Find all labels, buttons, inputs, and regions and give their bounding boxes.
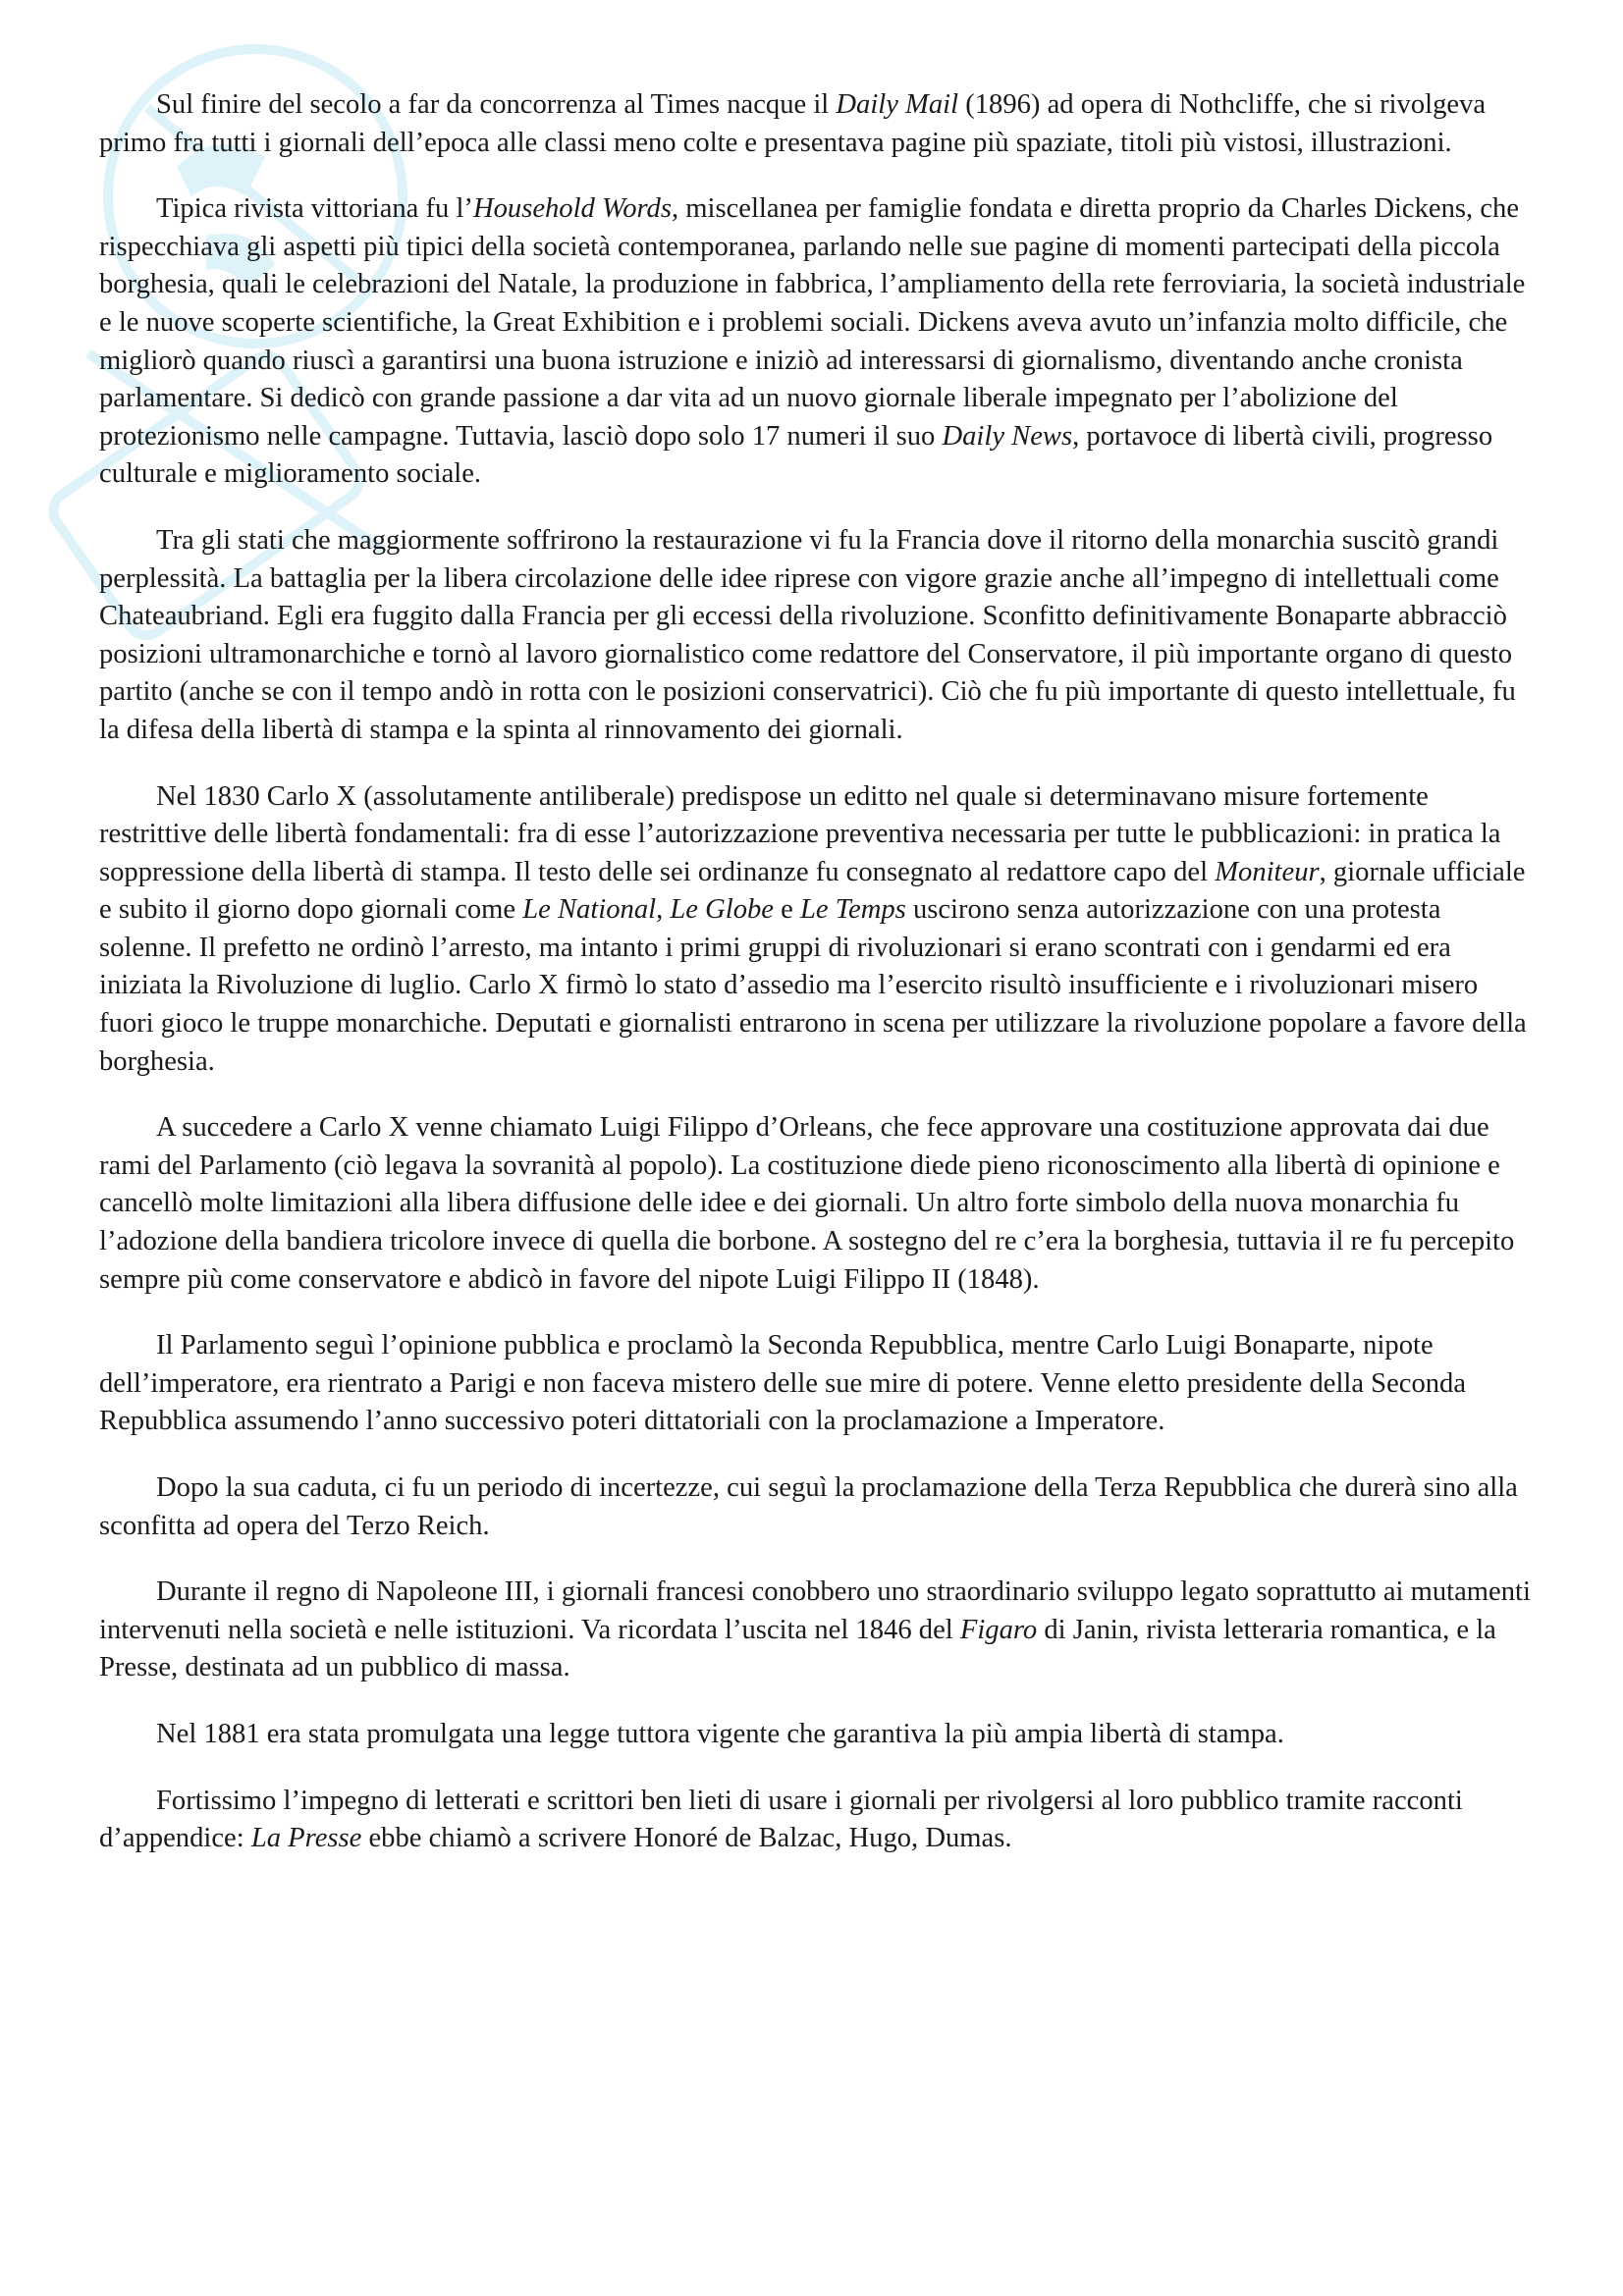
text-run: Fortissimo l’impegno di letterati e scrittori ben lieti di usare i giornali per rivolgersi al loro pubblico tramite racconti d’appendice: [99, 1785, 1463, 1854]
paragraph [99, 522, 1533, 750]
paragraph [99, 1574, 1533, 1687]
italic-title: Le National [522, 894, 657, 926]
text-run: Durante il regno di Napoleone III, i giornali francesi conobbero uno straordinario sviluppo legato soprattutto ai mutamenti intervenuti nella società e nelle istituzioni. Va ricordata l’uscita nel 1846 del [99, 1576, 1531, 1645]
italic-title: Le Globe [670, 894, 774, 926]
italic-title: Daily Mail [836, 89, 959, 120]
text-run: uscirono senza autorizzazione con una protesta solenne. Il prefetto ne ordinò l’arresto, ma intanto i primi gruppi di rivoluzionari si erano scontrati con i gendarmi ed era iniziata la Rivoluzione di luglio. Carlo X firmò lo stato d’assedio ma l’esercito risultò insufficiente e i rivoluzionari misero fuori gioco le truppe monarchiche. Deputati e giornalisti entrarono in scena per utilizzare la rivoluzione popolare a favore della borghesia. [99, 894, 1527, 1077]
paragraph [99, 1469, 1533, 1545]
paragraph [99, 190, 1533, 494]
text-run: , miscellanea per famiglie fondata e diretta proprio da Charles Dickens, che rispecchiava gli aspetti più tipici della società contemporanea, parlando nelle sue pagine di momenti partecipati della piccola borghesia, quali le celebrazioni del Natale, la produzione in fabbrica, l’ampliamento della rete ferroviaria, la società industriale e le nuove scoperte scientifiche, la Great Exhibition e i problemi sociali. Dickens aveva avuto un’infanzia molto difficile, che migliorò quando riuscì a garantirsi una buona istruzione e iniziò ad interessarsi di giornalismo, diventando anche cronista parlamentare. Si dedicò con grande passione a dar vita ad un nuovo giornale liberale impegnato per l’abolizione del protezionismo nelle campagne. Tuttavia, lasciò dopo solo 17 numeri il suo [99, 193, 1526, 452]
italic-title: Figaro [959, 1614, 1038, 1645]
paragraph [99, 1327, 1533, 1441]
paragraph [99, 86, 1533, 162]
italic-title: La Presse [250, 1823, 362, 1854]
text-run: Il Parlamento seguì l’opinione pubblica e proclamò la Seconda Repubblica, mentre Carlo Luigi Bonaparte, nipote dell’imperatore, era rientrato a Parigi e non faceva mistero delle sue mire di potere. Venne eletto presidente della Seconda Repubblica assumendo l’anno successivo poteri dittatoriali con la proclamazione a Imperatore. [99, 1330, 1467, 1437]
paragraph [99, 778, 1533, 1082]
text-run: Nel 1830 Carlo X (assolutamente antiliberale) predispose un editto nel quale si determinavano misure fortemente restrittive delle libertà fondamentali: fra di esse l’autorizzazione preventiva necessaria per tutte le pubblicazioni: in pratica la soppressione della libertà di stampa. Il testo delle sei ordinanze fu consegnato al redattore capo del [99, 780, 1501, 887]
text-run: Sul finire del secolo a far da concorrenza al Times nacque il [156, 89, 837, 120]
text-run: A succedere a Carlo X venne chiamato Luigi Filippo d’Orleans, che fece approvare una costituzione approvata dai due rami del Parlamento (ciò legava la sovranità al popolo). La costituzione diede pieno riconoscimento alla libertà di opinione e cancellò molte limitazioni alla libera diffusione delle idee e dei giornali. Un altro forte simbolo della nuova monarchia fu l’adozione della bandiera tricolore invece di quella die borbone. A sostegno del re c’era la borghesia, tuttavia il re fu percepito sempre più come conservatore e abdicò in favore del nipote Luigi Filippo II (1848). [99, 1112, 1515, 1295]
italic-title: Moniteur [1215, 856, 1320, 887]
italic-title: Household Words [472, 193, 672, 225]
text-run: e [774, 894, 800, 926]
paragraph [99, 1716, 1533, 1754]
italic-title: Le Temps [800, 894, 906, 926]
text-run: Tipica rivista vittoriana fu l’ [156, 193, 473, 225]
text-run: Dopo la sua caduta, ci fu un periodo di incertezze, cui seguì la proclamazione della Terza Repubblica che durerà sino alla sconfitta ad opera del Terzo Reich. [99, 1472, 1518, 1541]
text-run: di Janin, rivista letteraria romantica, e la Presse, destinata ad un pubblico di massa. [99, 1614, 1496, 1683]
italic-title: Daily News [942, 420, 1073, 452]
paragraph [99, 1109, 1533, 1299]
document-body [99, 86, 1533, 1887]
text-run: , [656, 894, 671, 926]
text-run: Tra gli stati che maggiormente soffrirono la restaurazione vi fu la Francia dove il ritorno della monarchia suscitò grandi perplessità. La battaglia per la libera circolazione delle idee riprese con vigore grazie anche all’impegno di intellettuali come Chateaubriand. Egli era fuggito dalla Francia per gli eccessi della rivoluzione. Sconfitto definitivamente Bonaparte abbracciò posizioni ultramonarchiche e tornò al lavoro giornalistico come redattore del Conservatore, il più importante organo di questo partito (anche se con il tempo andò in rotta con le posizioni conservatrici). Ciò che fu più importante di questo intellettuale, fu la difesa della libertà di stampa e la spinta al rinnovamento dei giornali. [99, 524, 1516, 745]
text-run: , portavoce di libertà civili, progresso culturale e miglioramento sociale. [99, 420, 1493, 490]
text-run: Nel 1881 era stata promulgata una legge tuttora vigente che garantiva la più ampia libertà di stampa. [156, 1718, 1284, 1749]
text-run: ebbe chiamò a scrivere Honoré de Balzac, Hugo, Dumas. [361, 1823, 1012, 1854]
text-run: , giornale ufficiale e subito il giorno dopo giornali come [99, 856, 1526, 926]
text-run: (1896) ad opera di Nothcliffe, che si rivolgeva primo fra tutti i giornali dell’epoca alle classi meno colte e presentava pagine più spaziate, titoli più vistosi, illustrazioni. [99, 89, 1487, 158]
paragraph [99, 1783, 1533, 1858]
